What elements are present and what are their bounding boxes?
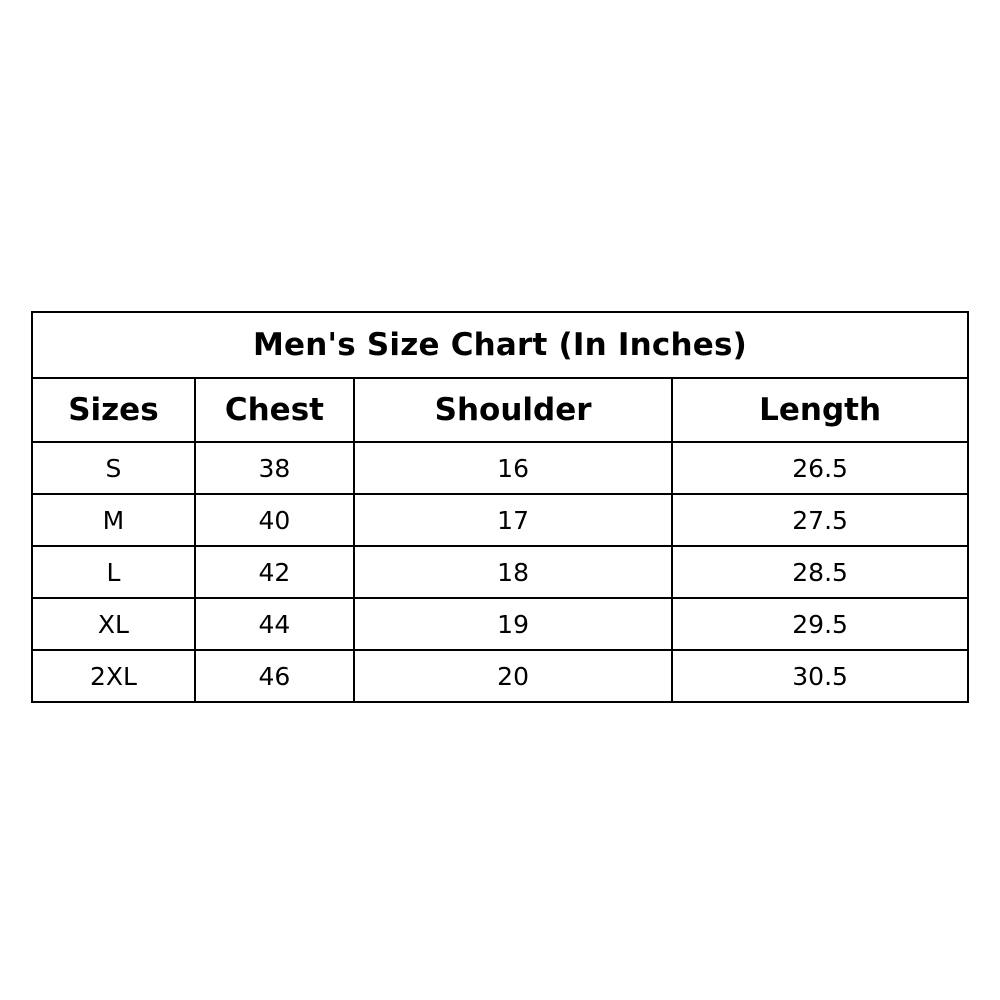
table-row [32, 442, 968, 494]
column-header-length: Length [672, 378, 968, 442]
cell-chest: 44 [195, 598, 354, 650]
cell-length: 30.5 [672, 650, 968, 702]
cell-chest: 42 [195, 546, 354, 598]
cell-shoulder: 17 [354, 494, 672, 546]
column-header-chest: Chest [195, 378, 354, 442]
table-row [32, 494, 968, 546]
cell-length: 27.5 [672, 494, 968, 546]
size-chart-table [31, 311, 969, 703]
chart-title: Men's Size Chart (In Inches) [32, 312, 968, 378]
size-chart-container [31, 311, 969, 703]
cell-size: XL [32, 598, 195, 650]
column-header-sizes: Sizes [32, 378, 195, 442]
cell-chest: 40 [195, 494, 354, 546]
cell-length: 28.5 [672, 546, 968, 598]
cell-chest: 38 [195, 442, 354, 494]
table-title-row [32, 312, 968, 378]
cell-length: 29.5 [672, 598, 968, 650]
cell-shoulder: 16 [354, 442, 672, 494]
table-header-row [32, 378, 968, 442]
cell-shoulder: 19 [354, 598, 672, 650]
cell-length: 26.5 [672, 442, 968, 494]
cell-size: L [32, 546, 195, 598]
cell-size: S [32, 442, 195, 494]
table-row [32, 650, 968, 702]
cell-size: 2XL [32, 650, 195, 702]
cell-chest: 46 [195, 650, 354, 702]
cell-shoulder: 20 [354, 650, 672, 702]
cell-size: M [32, 494, 195, 546]
column-header-shoulder: Shoulder [354, 378, 672, 442]
table-row [32, 598, 968, 650]
cell-shoulder: 18 [354, 546, 672, 598]
table-row [32, 546, 968, 598]
